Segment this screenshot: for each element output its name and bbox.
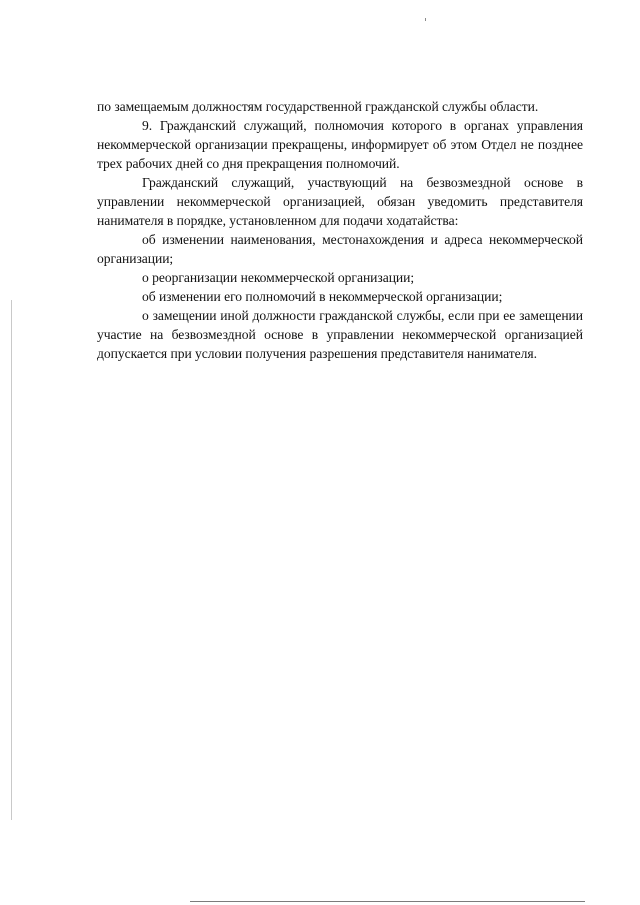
paragraph-continuation: по замещаемым должностям государственной гражданской службы области. [97, 99, 539, 114]
document-body [97, 97, 583, 363]
paragraph-item-9: 9. Гражданский служащий, полномочия которого в органах управления некоммерческой организации прекращены, информирует об этом Отдел не позднее трех рабочих дней со дня прекращения полномочий. [97, 118, 583, 171]
list-item-other-position: о замещении иной должности гражданской службы, если при ее замещении участие на безвозмездной основе в управлении некоммерческой организацией допускается при условии получения разрешения представителя нанимателя. [97, 308, 583, 361]
scan-edge-left [11, 300, 12, 820]
scan-mark-top [425, 18, 426, 21]
list-item-name-change: об изменении наименования, местонахождения и адреса некоммерческой организации; [97, 232, 583, 266]
list-item-powers-change: об изменении его полномочий в некоммерческой организации; [142, 289, 503, 304]
paragraph-notification-duty: Гражданский служащий, участвующий на безвозмездной основе в управлении некоммерческой организацией, обязан уведомить представителя нанимателя в порядке, установленном для подачи ходатайства: [97, 175, 583, 228]
scan-bottom-rule [190, 901, 585, 902]
list-item-reorganization: о реорганизации некоммерческой организации; [142, 270, 415, 285]
